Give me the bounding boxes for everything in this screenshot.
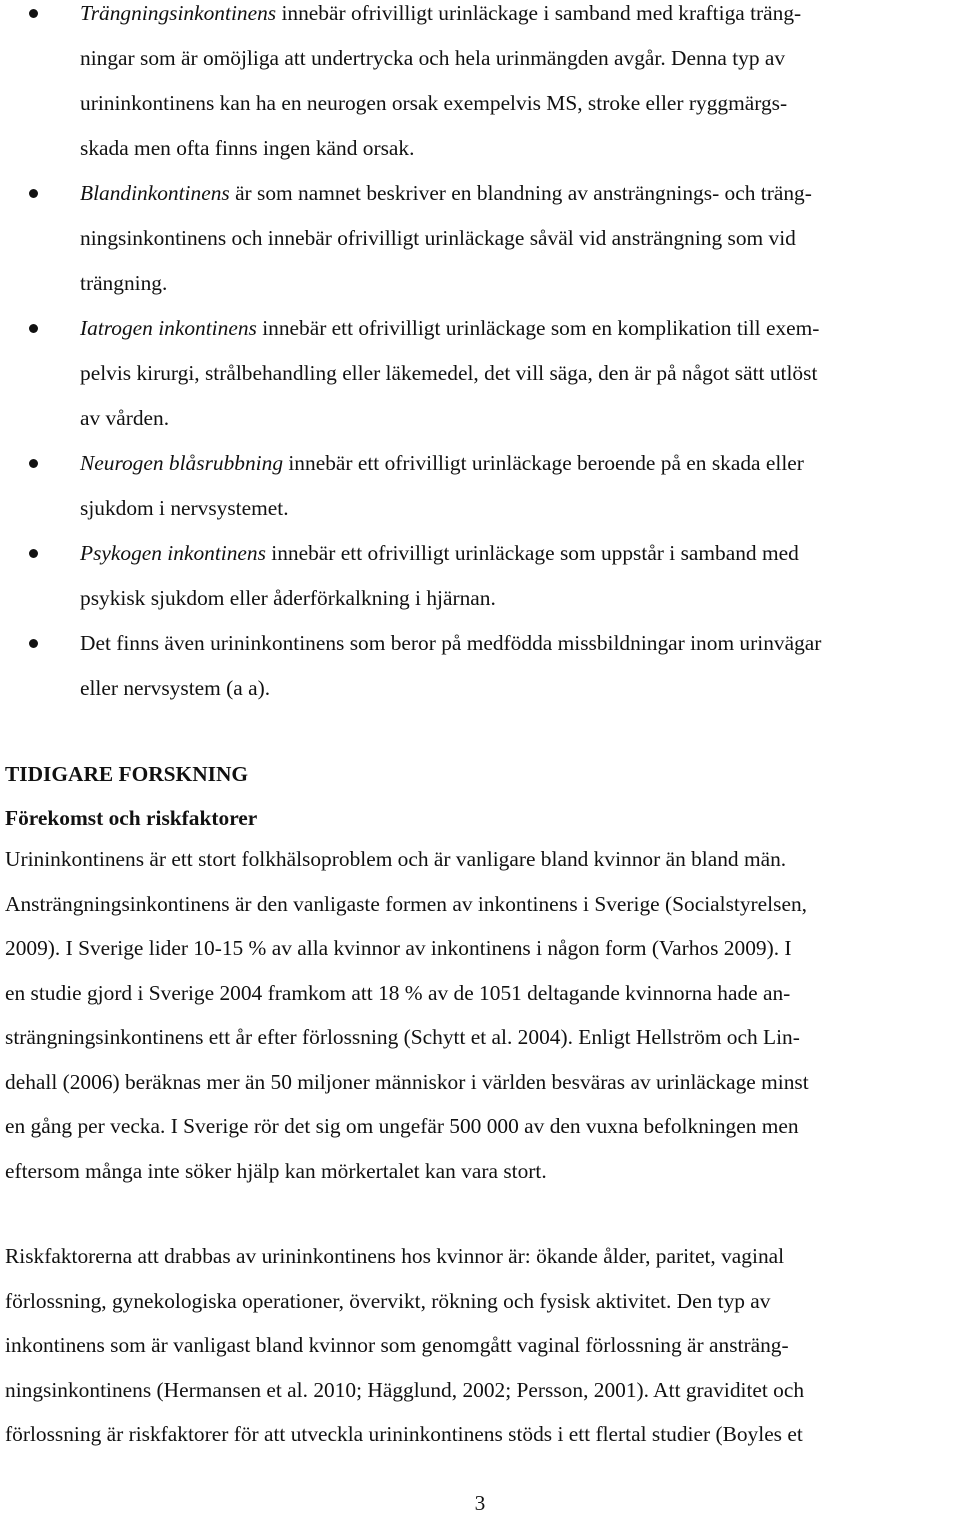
page-number: 3 — [474, 1491, 486, 1515]
term: Neurogen blåsrubbning — [80, 451, 284, 475]
text-line: ningar som är omöjliga att undertrycka och hela urinmängden avgår. Denna typ av — [80, 46, 786, 70]
text-line: förlossning, gynekologiska operationer, övervikt, rökning och fysisk aktivitet. Den typ av — [5, 1288, 771, 1313]
bullet-icon — [29, 9, 38, 18]
text-line: eftersom många inte söker hjälp kan mörkertalet kan vara stort. — [5, 1158, 547, 1183]
text-line: förlossning är riskfaktorer för att utveckla urininkontinens stöds i ett flertal studier (Boyles et — [5, 1422, 803, 1446]
text-line: pelvis kirurgi, strålbehandling eller läkemedel, det vill säga, den är på något sätt utlöst — [80, 361, 818, 385]
text-line: Ansträngningsinkontinens är den vanligaste formen av inkontinens i Sverige (Socialstyrelsen, — [5, 891, 807, 916]
text-line: psykisk sjukdom eller åderförkalkning i hjärnan. — [80, 586, 496, 610]
text-line: trängning. — [80, 271, 168, 295]
list-item — [0, 531, 960, 621]
term: Blandinkontinens — [80, 181, 230, 205]
bullet-icon — [29, 324, 38, 333]
bullet-icon — [29, 189, 38, 198]
text-line: skada men ofta finns ingen känd orsak. — [80, 136, 415, 160]
text-line: ningsinkontinens (Hermansen et al. 2010; Hägglund, 2002; Persson, 2001). Att graviditet och — [5, 1377, 805, 1402]
bullet-icon — [29, 549, 38, 558]
list-item — [0, 171, 960, 306]
bullet-icon — [29, 639, 38, 648]
incontinence-types-list — [0, 0, 960, 711]
term: Trängningsinkontinens — [80, 1, 277, 25]
text-line: ningsinkontinens och innebär ofrivilligt urinläckage såväl vid ansträngning som vid — [80, 226, 796, 250]
list-item — [0, 441, 960, 531]
paragraph — [5, 837, 957, 1193]
text-line: innebär ett ofrivilligt urinläckage som en komplikation till exem- — [256, 316, 820, 340]
text-line: innebär ofrivilligt urinläckage i samband med kraftiga träng- — [276, 1, 802, 25]
text-line: eller nervsystem (a a). — [80, 676, 271, 700]
subsection-heading: Förekomst och riskfaktorer — [5, 806, 258, 830]
text-line: av vården. — [80, 406, 170, 430]
list-item — [0, 306, 960, 441]
text-line: inkontinens som är vanligast bland kvinnor som genomgått vaginal förlossning är ansträng- — [5, 1333, 789, 1357]
text-line: sjukdom i nervsystemet. — [80, 496, 289, 520]
text-line: en gång per vecka. I Sverige rör det sig om ungefär 500 000 av den vuxna befolkningen men — [5, 1114, 799, 1138]
list-item — [0, 0, 960, 171]
term: Iatrogen inkontinens — [80, 316, 257, 340]
list-item — [0, 621, 960, 711]
text-line: Riskfaktorerna att drabbas av urininkontinens hos kvinnor är: ökande ålder, paritet, vaginal — [5, 1244, 785, 1268]
text-line: urininkontinens kan ha en neurogen orsak exempelvis MS, stroke eller ryggmärgs- — [80, 91, 788, 115]
text-line: Urininkontinens är ett stort folkhälsoproblem och är vanligare bland kvinnor än bland män. — [5, 847, 787, 871]
text-line: innebär ett ofrivilligt urinläckage som uppstår i samband med — [265, 541, 799, 565]
text-line: en studie gjord i Sverige 2004 framkom att 18 % av de 1051 deltagande kvinnorna hade an- — [5, 980, 791, 1005]
paragraph — [5, 1234, 957, 1457]
text-line: innebär ett ofrivilligt urinläckage beroende på en skada eller — [283, 451, 804, 475]
text-line: är som namnet beskriver en blandning av ansträngnings- och träng- — [229, 181, 812, 205]
text-line: 2009). I Sverige lider 10-15 % av alla kvinnor av inkontinens i någon form (Varhos 2009). I — [5, 936, 792, 960]
text-line: dehall (2006) beräknas mer än 50 miljoner människor i världen besväras av urinläckage minst — [5, 1069, 809, 1094]
section-heading: TIDIGARE FORSKNING — [5, 762, 249, 786]
bullet-icon — [29, 459, 38, 468]
text-line: strängningsinkontinens ett år efter förlossning (Schytt et al. 2004). Enligt Hellström och Lin- — [5, 1025, 800, 1049]
term: Psykogen inkontinens — [80, 541, 266, 565]
text-line: Det finns även urininkontinens som beror på medfödda missbildningar inom urinvägar — [80, 631, 822, 655]
